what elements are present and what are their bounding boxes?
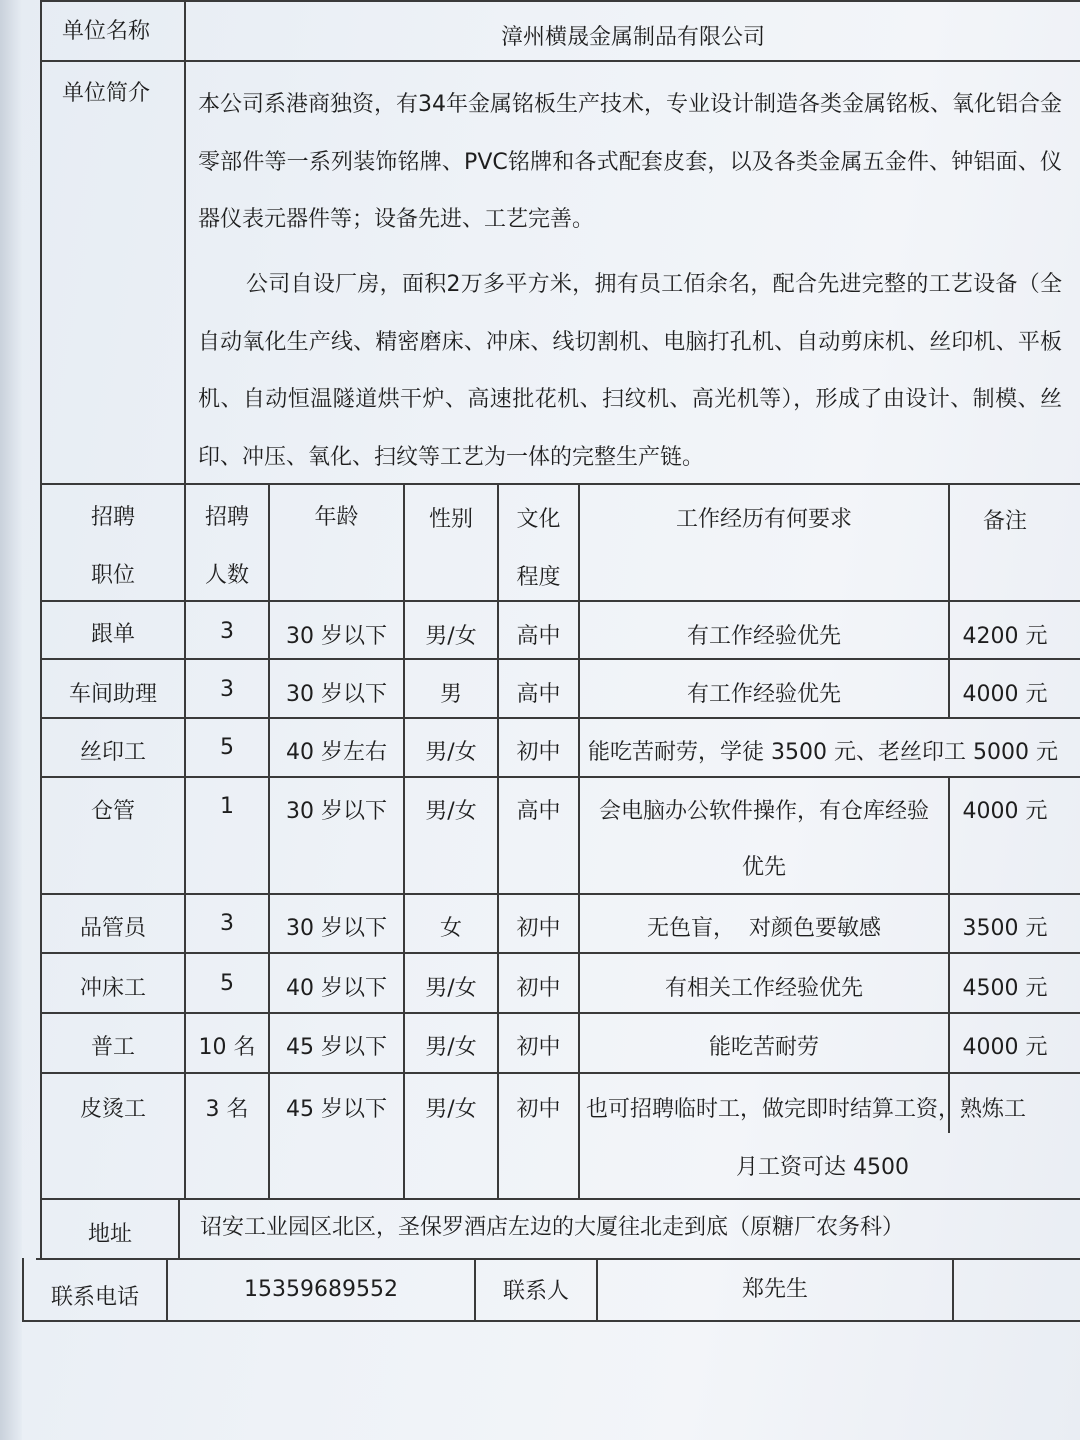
row-gender: 男/女 bbox=[425, 799, 477, 824]
row-experience: 有工作经验优先 bbox=[686, 624, 841, 649]
rule bbox=[40, 776, 1080, 778]
row-education: 初中 bbox=[516, 1097, 561, 1122]
row-age: 30 岁以下 bbox=[286, 799, 387, 824]
rule bbox=[40, 952, 1080, 954]
row-remark: 4000 元 bbox=[962, 682, 1048, 707]
rule bbox=[403, 483, 405, 1198]
row-remark: 4200 元 bbox=[962, 624, 1048, 649]
rule bbox=[40, 1072, 1080, 1074]
row-count: 3 bbox=[220, 619, 234, 644]
rule bbox=[952, 1258, 954, 1322]
header-gender: 性别 bbox=[428, 507, 473, 532]
header-remark: 备注 bbox=[982, 509, 1027, 534]
row-experience: 有相关工作经验优先 bbox=[664, 976, 863, 1001]
row-position: 车间助理 bbox=[68, 682, 157, 707]
header-experience: 工作经历有何要求 bbox=[675, 507, 852, 532]
row-position: 冲床工 bbox=[79, 976, 146, 1001]
contact-person: 郑先生 bbox=[741, 1277, 808, 1302]
row-experience: 能吃苦耐劳，学徒 3500 元、老丝印工 5000 元 bbox=[588, 740, 1058, 765]
row-gender: 男/女 bbox=[425, 1035, 477, 1060]
row-position: 丝印工 bbox=[79, 740, 146, 765]
rule bbox=[184, 483, 186, 1198]
row-age: 30 岁以下 bbox=[286, 624, 387, 649]
row-count: 3 名 bbox=[205, 1097, 249, 1122]
paper-edge-shadow bbox=[0, 0, 22, 1440]
rule bbox=[40, 717, 1080, 719]
row-experience: 会电脑办公软件操作，有仓库经验 bbox=[598, 799, 929, 824]
rule bbox=[40, 1012, 1080, 1014]
row-count: 3 bbox=[220, 677, 234, 702]
row-age: 45 岁以下 bbox=[286, 1097, 387, 1122]
row-education: 初中 bbox=[516, 740, 561, 765]
header-position: 招聘 bbox=[90, 505, 135, 530]
rule bbox=[40, 60, 1080, 62]
row-education: 初中 bbox=[516, 1035, 561, 1060]
row-count: 3 bbox=[220, 911, 234, 936]
header-education: 程度 bbox=[516, 565, 561, 590]
row-position: 品管员 bbox=[79, 916, 146, 941]
rule bbox=[578, 483, 580, 1198]
row-experience: 能吃苦耐劳 bbox=[708, 1035, 819, 1060]
header-education: 文化 bbox=[516, 507, 561, 532]
row-remark: 4000 元 bbox=[962, 1035, 1048, 1060]
row-age: 30 岁以下 bbox=[286, 682, 387, 707]
address-value: 诏安工业园区北区，圣保罗酒店左边的大厦往北走到底（原糖厂农务科） bbox=[200, 1215, 905, 1240]
company-intro-label: 单位简介 bbox=[62, 81, 151, 106]
row-remark: 4500 元 bbox=[962, 976, 1048, 1001]
company-intro-paragraph-1: 本公司系港商独资，有34年金属铭板生产技术，专业设计制造各类金属铭板、氧化铝合金零部件等一系列装饰铭牌、PVC铭牌和各式配套皮套，以及各类金属五金件、钟铝面、仪器仪表元器件等；设备先进、工艺完善。 bbox=[198, 92, 1062, 232]
row-count: 5 bbox=[220, 735, 234, 760]
row-education: 高中 bbox=[516, 682, 561, 707]
header-count: 招聘 bbox=[204, 505, 249, 530]
rule bbox=[36, 1258, 1080, 1260]
rule bbox=[40, 893, 1080, 895]
header-position: 职位 bbox=[90, 563, 135, 588]
row-position: 跟单 bbox=[90, 622, 135, 647]
rule bbox=[40, 600, 1080, 602]
rule bbox=[40, 0, 1080, 2]
row-gender: 男/女 bbox=[425, 740, 477, 765]
company-name-label: 单位名称 bbox=[62, 19, 151, 44]
row-gender: 男/女 bbox=[425, 1097, 477, 1122]
rule bbox=[22, 1320, 1080, 1322]
row-count: 10 名 bbox=[198, 1035, 256, 1060]
header-count: 人数 bbox=[204, 563, 249, 588]
row-position: 皮烫工 bbox=[79, 1097, 146, 1122]
row-education: 初中 bbox=[516, 976, 561, 1001]
row-gender: 女 bbox=[439, 916, 462, 941]
row-gender: 男/女 bbox=[425, 624, 477, 649]
rule bbox=[184, 0, 186, 483]
rule bbox=[268, 483, 270, 1198]
row-experience: 无色盲， 对颜色要敏感 bbox=[647, 916, 881, 941]
row-age: 40 岁以下 bbox=[286, 976, 387, 1001]
row-count: 1 bbox=[220, 794, 234, 819]
row-age: 30 岁以下 bbox=[286, 916, 387, 941]
rule bbox=[40, 658, 1080, 660]
row-position: 仓管 bbox=[90, 799, 135, 824]
header-age: 年龄 bbox=[314, 505, 359, 530]
company-name: 漳州横晟金属制品有限公司 bbox=[500, 25, 765, 50]
row-education: 初中 bbox=[516, 916, 561, 941]
row-gender: 男/女 bbox=[425, 976, 477, 1001]
row-count: 5 bbox=[220, 971, 234, 996]
row-experience-continued: 月工资可达 4500 bbox=[736, 1155, 909, 1180]
row-experience: 也可招聘临时工，做完即时结算工资，熟炼工 bbox=[586, 1097, 1027, 1122]
rule bbox=[40, 1198, 1080, 1200]
row-experience: 有工作经验优先 bbox=[686, 682, 841, 707]
row-experience-continued: 优先 bbox=[741, 855, 786, 880]
row-education: 高中 bbox=[516, 799, 561, 824]
row-gender: 男 bbox=[439, 682, 462, 707]
rule bbox=[178, 1198, 180, 1258]
address-label: 地址 bbox=[87, 1222, 132, 1247]
company-intro-paragraph-2: 公司自设厂房，面积2万多平方米，拥有员工佰余名，配合先进完整的工艺设备（全自动氧化生产线、精密磨床、冲床、线切割机、电脑打孔机、自动剪床机、丝印机、平板机、自动恒温隧道烘干炉、高速批花机、扫纹机、高光机等），形成了由设计、制模、丝印、冲压、氧化、扫纹等工艺为一体的完整生产链。 bbox=[198, 272, 1062, 470]
rule bbox=[948, 776, 950, 1133]
phone-number: 15359689552 bbox=[244, 1277, 398, 1302]
row-age: 45 岁以下 bbox=[286, 1035, 387, 1060]
row-education: 高中 bbox=[516, 624, 561, 649]
row-position: 普工 bbox=[90, 1035, 135, 1060]
row-remark: 3500 元 bbox=[962, 916, 1048, 941]
row-remark: 4000 元 bbox=[962, 799, 1048, 824]
contact-person-label: 联系人 bbox=[502, 1279, 569, 1304]
row-age: 40 岁左右 bbox=[286, 740, 387, 765]
phone-label: 联系电话 bbox=[50, 1285, 139, 1310]
